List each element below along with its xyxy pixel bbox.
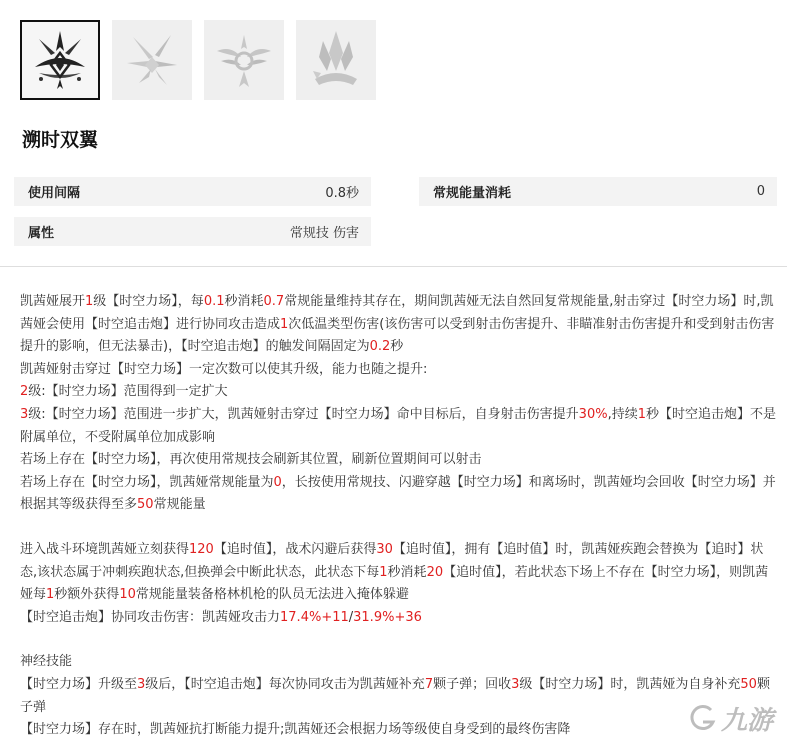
text-run: 神经技能: [20, 654, 73, 670]
highlight-value: 7: [424, 676, 434, 692]
highlight-value: 50: [137, 497, 154, 513]
description-paragraph: [20, 651, 780, 674]
highlight-value: 1: [637, 406, 646, 422]
highlight-value: 10: [119, 587, 136, 603]
text-run: 【追时值】，若此状态下场上不存在【时空力场】，则凯茜娅每: [20, 564, 769, 603]
text-run: 凯茜娅射击穿过【时空力场】一定次数可以使其升级，能力也随之提升:: [20, 361, 428, 377]
text-run: 凯茜娅展开: [20, 294, 86, 309]
highlight-value: 120: [189, 541, 214, 557]
stat-energy-label: 常规能量消耗: [433, 186, 512, 201]
highlight-value: 30: [376, 541, 393, 557]
skill-icon-tab-1[interactable]: [20, 20, 100, 100]
paragraph-gap: [20, 629, 780, 651]
skill-icon-tab-3[interactable]: [204, 20, 284, 100]
description-paragraph: [20, 381, 780, 404]
text-run: 秒消耗: [224, 294, 264, 309]
skill-icon-tab-2[interactable]: [112, 20, 192, 100]
text-run: 颗子弹: [20, 676, 770, 715]
stat-energy-value: 0: [756, 184, 765, 199]
text-run: 进入战斗环境凯茜娅立刻获得: [20, 541, 190, 557]
highlight-value: 3: [137, 676, 146, 692]
highlight-value: 1: [85, 294, 94, 309]
highlight-value: 1: [46, 587, 55, 603]
skill-description: [20, 291, 780, 742]
skill-icon-tab-4[interactable]: [296, 20, 376, 100]
highlight-value: 0.1: [203, 294, 225, 309]
text-run: 常规能量装备格林机枪的队员无法进入掩体躲避: [135, 587, 409, 603]
text-run: 若场上存在【时空力场】，凯茜娅常规能量为: [20, 474, 274, 490]
text-run: ，长按使用常规技、闪避穿越【时空力场】和离场时，凯茜娅均会回收【时空力场】并根据其等级获得至多: [20, 474, 776, 513]
highlight-value: 50: [740, 676, 757, 692]
text-run: 【追时值】，战术闪避后获得: [213, 541, 377, 557]
text-run: 颗子弹；回收: [433, 676, 512, 692]
text-run: 级:【时空力场】范围得到一定扩大: [28, 384, 228, 400]
watermark-text: 九游: [720, 706, 773, 736]
highlight-value: 1: [280, 316, 289, 332]
text-run: 常规能量: [153, 497, 206, 513]
description-paragraph: [20, 539, 780, 607]
text-run: 秒【时空追击炮】不是附属单位，不受附属单位加成影响: [20, 406, 777, 445]
description-paragraph: [20, 719, 780, 742]
stat-interval: [14, 177, 371, 206]
description-paragraph: [20, 607, 780, 630]
highlight-value: 3: [20, 406, 29, 422]
text-run: 【追时值】，拥有【追时值】时，凯茜娅疾跑会替换为【追时】状态,该状态属于冲刺疾跑状态,但换弹会中断此状态，此状态下每: [20, 541, 764, 580]
skill-icon-row: [20, 20, 376, 100]
stat-attribute-value: 常规技 伤害: [289, 226, 359, 241]
skill-emblem-icon: [27, 27, 93, 93]
text-run: 【时空力场】存在时，凯茜娅抗打断能力提升;凯茜娅还会根据力场等级使自身受到的最终伤害降: [20, 722, 571, 738]
text-run: 级【时空力场】，每: [93, 294, 204, 309]
highlight-value: 17.4%+11: [280, 609, 349, 625]
stat-energy: [419, 177, 777, 206]
text-run: 级后，【时空追击炮】每次协同攻击为凯茜娅补充: [145, 676, 425, 692]
text-run: 级:【时空力场】范围进一步扩大，凯茜娅射击穿过【时空力场】命中目标后，自身射击伤害提升: [28, 406, 579, 422]
description-paragraph: [20, 472, 780, 517]
skill-title: 溯时双翼: [22, 129, 99, 151]
description-paragraph: [20, 449, 780, 472]
text-run: 秒额外获得: [54, 587, 120, 603]
crystal-spire-icon: [303, 27, 369, 93]
stat-attribute: [14, 217, 371, 246]
highlight-value: 3: [511, 676, 520, 692]
site-watermark: [687, 700, 773, 737]
description-paragraph: [20, 291, 780, 359]
text-run: 次低温类型伤害(该伤害可以受到射击伤害提升、非瞄准射击伤害提升和受到射击伤害提升的影响，但无法暴击)，【时空追击炮】的触发间隔固定为: [20, 316, 775, 355]
highlight-value: 0.2: [369, 339, 391, 355]
highlight-value: 31.9%+36: [353, 609, 422, 625]
stat-attribute-label: 属性: [28, 226, 55, 241]
text-run: 秒: [390, 339, 404, 355]
highlight-value: 30%: [578, 406, 608, 422]
highlight-value: 0: [273, 474, 282, 490]
paragraph-gap: [20, 517, 780, 539]
text-run: ,持续: [607, 406, 638, 422]
shattered-blade-icon: [119, 27, 185, 93]
text-run: 级【时空力场】时，凯茜娅为自身补充: [519, 676, 741, 692]
description-paragraph: [20, 674, 780, 719]
description-paragraph: [20, 404, 780, 449]
highlight-value: 20: [426, 564, 444, 580]
highlight-value: 2: [20, 384, 29, 400]
text-run: 若场上存在【时空力场】，再次使用常规技会刷新其位置，刷新位置期间可以射击: [20, 452, 482, 468]
text-run: 【时空追击炮】协同攻击伤害：凯茜娅攻击力: [20, 609, 281, 625]
stat-interval-label: 使用间隔: [28, 186, 81, 201]
description-paragraph: [20, 359, 780, 382]
stat-interval-value: 0.8秒: [325, 186, 359, 201]
text-run: /: [348, 609, 354, 625]
text-run: 常规能量维持其存在，期间凯茜娅无法自然回复常规能量,射击穿过【时空力场】时,凯茜娅会使用【时空追击炮】进行协同攻击造成: [20, 294, 774, 332]
highlight-value: 1: [379, 564, 388, 580]
watermark-logo-icon: [687, 704, 717, 734]
text-run: 【时空力场】升级至: [20, 676, 138, 692]
text-run: 秒消耗: [387, 564, 427, 580]
winged-crest-icon: [211, 27, 277, 93]
section-divider: [0, 266, 787, 267]
highlight-value: 0.7: [263, 294, 285, 309]
